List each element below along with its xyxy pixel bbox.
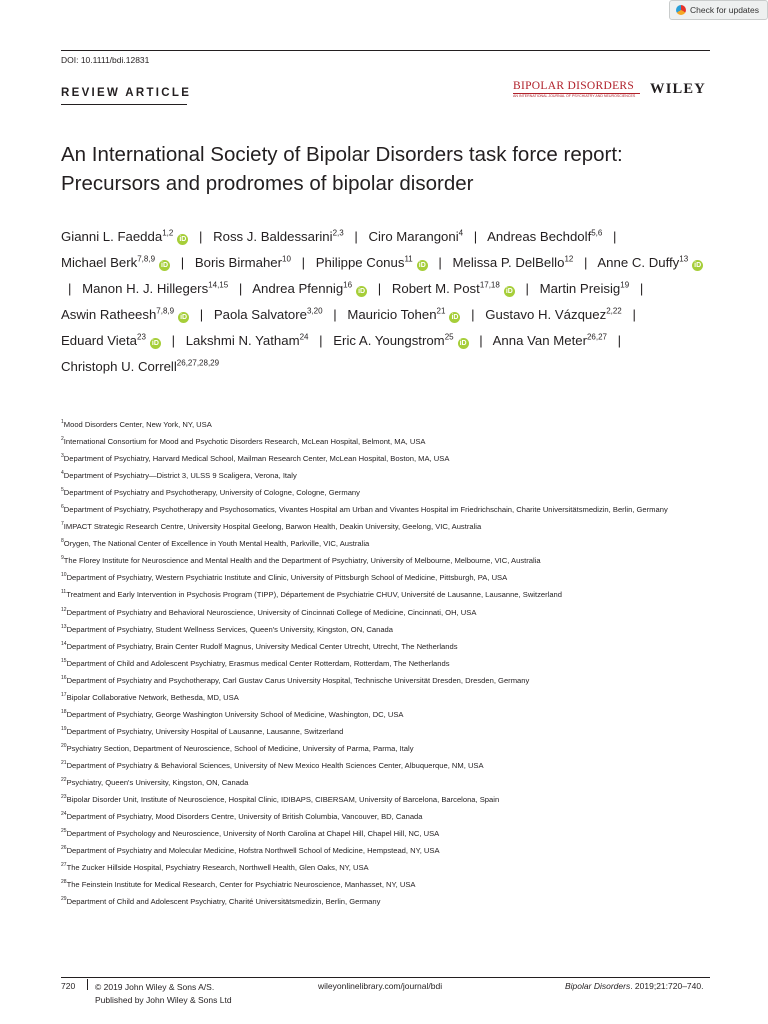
affiliation-number: 8 [61, 538, 64, 545]
author-affiliation-ref: 23 [137, 332, 146, 342]
affiliation-number: 14 [61, 640, 67, 647]
doi[interactable]: DOI: 10.1111/bdi.12831 [61, 55, 150, 65]
affiliation-item [61, 795, 711, 805]
author-separator: | [377, 281, 382, 296]
author-name: Anna Van Meter [492, 333, 587, 348]
author [540, 281, 630, 296]
author-name: Ciro Marangoni [368, 229, 459, 244]
author-name: Gianni L. Faedda [61, 229, 163, 244]
author-name: Ross J. Baldessarini [213, 229, 333, 244]
affiliation-number: 21 [61, 759, 67, 766]
publisher-logo: WILEY [650, 81, 706, 97]
journal-logo-title: BIPOLAR DISORDERS [513, 80, 640, 94]
affiliation-item [61, 642, 711, 652]
journal-logo-subtitle: AN INTERNATIONAL JOURNAL OF PSYCHIATRY AND NEUROSCIENCES [513, 94, 636, 98]
author-separator: | [68, 281, 72, 296]
affiliation-number: 11 [61, 589, 67, 596]
author-affiliation-ref: 26,27,28,29 [176, 358, 220, 368]
affiliation-number: 26 [61, 845, 67, 852]
author-separator: | [180, 255, 185, 270]
affiliation-text: Department of Psychiatry, University Hospital of Lausanne, Lausanne, Switzerland [66, 726, 344, 736]
author-affiliation-ref: 24 [299, 332, 309, 342]
affiliation-number: 27 [61, 862, 67, 869]
author [195, 255, 291, 270]
affiliation-text: Bipolar Disorder Unit, Institute of Neuroscience, Hospital Clinic, IDIBAPS, CIBERSAM, University of Barcelona, Barcelona, Spain [66, 795, 500, 805]
author [213, 229, 344, 244]
affiliation-number: 20 [61, 742, 67, 749]
affiliation-item [61, 744, 711, 754]
author [597, 255, 703, 270]
affiliation-number: 29 [61, 896, 67, 903]
orcid-icon[interactable]: iD [418, 262, 426, 269]
author-separator: | [584, 255, 588, 270]
author [61, 359, 219, 374]
affiliation-text: Department of Psychiatry and Behavioral Neuroscience, University of Cincinnati College of Medicine, Cincinnati, OH, USA [66, 607, 477, 617]
affiliation-number: 25 [61, 828, 67, 835]
footer-rule [61, 977, 710, 978]
author-name: Boris Birmaher [194, 255, 283, 270]
affiliation-number: 15 [61, 657, 67, 664]
author-affiliation-ref: 13 [679, 254, 689, 264]
author-name: Anne C. Duffy [597, 255, 680, 270]
published-by: Published by John Wiley & Sons Ltd [95, 995, 232, 1005]
affiliation-number: 13 [61, 623, 67, 630]
author [487, 229, 602, 244]
author-name: Andrea Pfennig [252, 281, 344, 296]
article-title: An International Society of Bipolar Disorders task force report: Precursors and prodromes of bipolar disorder [61, 143, 623, 195]
affiliation-text: Department of Child and Adolescent Psychiatry, Charité Universitätsmedizin, Berlin, Germany [66, 897, 381, 907]
affiliation-item [61, 829, 711, 839]
author-name: Aswin Ratheesh [61, 307, 157, 322]
affiliation-text: Orygen, The National Center of Excellence in Youth Mental Health, Parkville, VIC, Australia [63, 539, 370, 549]
author-name: Martin Preisig [539, 281, 621, 296]
author [61, 307, 189, 322]
affiliation-item [61, 761, 711, 771]
copyright-line: © 2019 John Wiley & Sons A/S. [95, 982, 215, 992]
author-affiliation-ref: 3,20 [306, 306, 323, 316]
author-separator: | [238, 281, 243, 296]
affiliation-text: The Zucker Hillside Hospital, Psychiatry Research, Northwell Health, Glen Oaks, NY, USA [66, 863, 369, 873]
affiliation-item [61, 710, 711, 720]
affiliation-item [61, 676, 711, 686]
affiliation-number: 12 [61, 606, 67, 613]
author [453, 255, 574, 270]
affiliation-item [61, 812, 711, 822]
orcid-icon[interactable]: iD [179, 236, 187, 243]
author-affiliation-ref: 16 [343, 280, 353, 290]
author-separator: | [438, 255, 442, 270]
author-separator: | [525, 281, 529, 296]
author-affiliation-ref: 7,8,9 [156, 306, 175, 316]
author-affiliation-ref: 5,6 [591, 228, 603, 238]
author-name: Andreas Bechdolf [487, 229, 592, 244]
affiliation-number: 4 [61, 470, 64, 477]
orcid-icon[interactable]: iD [451, 314, 459, 321]
crossmark-icon [676, 5, 686, 15]
author-name: Melissa P. DelBello [452, 255, 565, 270]
affiliation-number: 6 [61, 504, 64, 511]
affiliation-number: 5 [61, 487, 64, 494]
author-name: Michael Berk [61, 255, 138, 270]
article-type-underline [61, 104, 187, 105]
affiliation-number: 3 [61, 453, 64, 460]
affiliation-item [61, 471, 711, 481]
affiliation-number: 7 [61, 521, 64, 528]
affiliation-item [61, 556, 711, 566]
author-affiliation-ref: 26,27 [586, 332, 607, 342]
affiliation-text: Department of Psychiatry, Mood Disorders Centre, University of British Columbia, Vancouver, BD, Canada [66, 812, 423, 822]
affiliation-text: Department of Psychiatry—District 3, ULSS 9 Scaligera, Verona, Italy [63, 471, 297, 481]
affiliation-item [61, 846, 711, 856]
author-affiliation-ref: 21 [436, 306, 446, 316]
affiliation-text: International Consortium for Mood and Psychotic Disorders Research, McLean Hospital, Belmont, MA, USA [63, 437, 426, 447]
author-name: Eduard Vieta [61, 333, 138, 348]
author-name: Philippe Conus [315, 255, 405, 270]
author-name: Paola Salvatore [213, 307, 307, 322]
author [485, 307, 622, 322]
citation [565, 981, 703, 991]
affiliation-text: Department of Psychiatry, Brain Center Rudolf Magnus, University Medical Center Utrecht, Utrecht, The Netherlands [66, 641, 458, 651]
affiliation-number: 28 [61, 879, 67, 886]
affiliation-number: 1 [61, 419, 64, 425]
affiliation-item [61, 863, 711, 873]
affiliation-number: 18 [61, 708, 67, 715]
check-for-updates-button[interactable] [669, 0, 768, 20]
affiliation-number: 10 [61, 572, 67, 579]
check-for-updates-label: Check for updates [690, 5, 759, 15]
author [82, 281, 228, 296]
author [347, 307, 460, 322]
affiliation-text: The Feinstein Institute for Medical Research, Center for Psychiatric Neuroscience, Manhasset, NY, USA [66, 880, 416, 890]
author [493, 333, 607, 348]
affiliation-text: The Florey Institute for Neuroscience and Mental Health and the Department of Psychiatry, University of Melbourne, Melbourne, VIC, Australia [63, 556, 541, 566]
affiliation-text: Department of Psychiatry, Psychotherapy and Psychosomatics, Vivantes Hospital am Urban and Vivantes Hospital im Friedrichschain, Charite Universitätsmedizin, Berlin, Germany [63, 505, 668, 515]
affiliation-item [61, 625, 711, 635]
author [333, 333, 468, 348]
author-separator: | [301, 255, 306, 270]
affiliation-text: Department of Psychiatry and Psychotherapy, University of Cologne, Cologne, Germany [63, 488, 360, 498]
affiliation-item [61, 505, 711, 515]
author-affiliation-ref: 2,3 [332, 228, 344, 238]
affiliation-text: Mood Disorders Center, New York, NY, USA [63, 420, 212, 429]
author-affiliation-ref: 4 [458, 228, 464, 238]
author [368, 229, 463, 244]
author-separator: | [639, 281, 644, 296]
affiliation-item [61, 727, 711, 737]
affiliation-number: 17 [61, 691, 67, 698]
author-separator: | [632, 307, 636, 322]
author-affiliation-ref: 7,8,9 [137, 254, 156, 264]
affiliation-item [61, 693, 711, 703]
author-affiliation-ref: 10 [282, 254, 291, 264]
affiliation-item [61, 437, 711, 447]
author [214, 307, 323, 322]
author-name: Mauricio Tohen [347, 307, 437, 322]
affiliation-number: 9 [61, 555, 64, 562]
author-separator: | [171, 333, 176, 348]
author [61, 333, 161, 348]
author-name: Gustavo H. Vázquez [485, 307, 607, 322]
affiliation-item [61, 590, 711, 600]
affiliation-text: Department of Psychiatry and Psychotherapy, Carl Gustav Carus University Hospital, Technische Universität Dresden, Dresden, Germany [66, 675, 530, 685]
affiliation-text: Department of Psychiatry, George Washington University School of Medicine, Washington, DC, USA [66, 709, 404, 719]
affiliation-text: Department of Psychology and Neuroscience, University of North Carolina at Chapel Hill, Chapel Hill, NC, USA [66, 829, 440, 839]
journal-url-link[interactable]: wileyonlinelibrary.com/journal/bdi [318, 981, 443, 991]
affiliation-item [61, 488, 711, 498]
author-affiliation-ref: 11 [404, 254, 413, 264]
affiliation-item [61, 454, 711, 464]
journal-name: Bipolar Disorders [565, 981, 631, 991]
affiliation-item [61, 778, 711, 788]
author [392, 281, 515, 296]
copyright [95, 981, 232, 1007]
affiliation-text: Department of Psychiatry, Western Psychiatric Institute and Clinic, University of Pittsburgh School of Medicine, Pittsburgh, PA, USA [66, 573, 508, 583]
header-rule [61, 50, 710, 51]
author-name: Christoph U. Correll [61, 359, 177, 374]
affiliation-text: Bipolar Collaborative Network, Bethesda, MD, USA [66, 692, 239, 702]
author-name: Eric A. Youngstrom [333, 333, 445, 348]
affiliation-number: 24 [61, 811, 67, 818]
orcid-icon[interactable]: iD [694, 262, 702, 269]
affiliation-text: Treatment and Early Intervention in Psychosis Program (TIPP), Département de Psychiatrie CHUV, Université de Lausanne, Lausanne, Switzerland [66, 590, 563, 600]
affiliation-text: Department of Psychiatry and Molecular Medicine, Hofstra Northwell School of Medicine, Hempstead, NY, USA [66, 846, 440, 856]
author-separator: | [199, 307, 204, 322]
affiliation-item [61, 539, 711, 549]
author [186, 333, 309, 348]
orcid-icon[interactable]: iD [161, 262, 169, 269]
author-affiliation-ref: 14,15 [208, 280, 229, 290]
article-type: REVIEW ARTICLE [61, 87, 192, 99]
affiliation-number: 22 [61, 776, 67, 783]
author-separator: | [613, 229, 617, 244]
author [61, 255, 170, 270]
affiliation-number: 23 [61, 794, 67, 801]
affiliation-item [61, 420, 711, 430]
author [61, 229, 188, 244]
author-affiliation-ref: 2,22 [606, 306, 622, 316]
affiliation-item [61, 608, 711, 618]
author-name: Robert M. Post [391, 281, 480, 296]
page-number: 720 [61, 981, 76, 991]
affiliation-text: Department of Child and Adolescent Psychiatry, Erasmus medical Center Rotterdam, Rotterdam, The Netherlands [66, 658, 450, 668]
author-separator: | [333, 307, 337, 322]
author-affiliation-ref: 25 [444, 332, 454, 342]
author [316, 255, 428, 270]
affiliation-number: 19 [61, 725, 67, 732]
author-list [61, 224, 721, 380]
author-affiliation-ref: 12 [564, 254, 574, 264]
affiliation-item [61, 522, 711, 532]
affiliation-text: Department of Psychiatry, Student Wellness Services, Queen's University, Kingston, ON, Canada [66, 624, 394, 634]
footer-divider [87, 979, 88, 990]
affiliation-text: Department of Psychiatry & Behavioral Sciences, University of New Mexico Health Sciences Center, Albuquerque, NM, USA [66, 760, 484, 770]
orcid-icon[interactable]: iD [358, 288, 366, 295]
orcid-icon[interactable]: iD [505, 288, 513, 295]
author-separator: | [198, 229, 203, 244]
author [252, 281, 367, 296]
author-name: Lakshmi N. Yatham [185, 333, 300, 348]
affiliation-item [61, 880, 711, 890]
affiliation-number: 16 [61, 674, 67, 681]
affiliation-item [61, 897, 711, 907]
author-affiliation-ref: 1,2 [162, 228, 174, 238]
author-separator: | [479, 333, 483, 348]
affiliation-item [61, 573, 711, 583]
author-separator: | [473, 229, 478, 244]
affiliation-list [61, 420, 711, 914]
affiliation-text: IMPACT Strategic Research Centre, University Hospital Geelong, Barwon Health, Deakin University, Geelong, VIC, Australia [63, 522, 482, 532]
author-affiliation-ref: 17,18 [479, 280, 500, 290]
affiliation-number: 2 [61, 436, 64, 443]
author-separator: | [617, 333, 622, 348]
orcid-icon[interactable]: iD [180, 314, 188, 321]
author-separator: | [319, 333, 323, 348]
affiliation-text: Department of Psychiatry, Harvard Medical School, Mailman Research Center, McLean Hospital, Boston, MA, USA [63, 454, 450, 464]
orcid-icon[interactable]: iD [459, 340, 467, 347]
author-separator: | [471, 307, 475, 322]
author-name: Manon H. J. Hillegers [82, 281, 209, 296]
journal-logo [513, 80, 640, 100]
author-affiliation-ref: 19 [620, 280, 630, 290]
affiliation-text: Psychiatry, Queen's University, Kingston, ON, Canada [66, 777, 249, 787]
orcid-icon[interactable]: iD [151, 340, 159, 347]
affiliation-text: Psychiatry Section, Department of Neuroscience, School of Medicine, University of Parma, Parma, Italy [66, 743, 414, 753]
citation-details: . 2019;21:720–740. [630, 981, 704, 991]
author-separator: | [354, 229, 358, 244]
affiliation-item [61, 659, 711, 669]
